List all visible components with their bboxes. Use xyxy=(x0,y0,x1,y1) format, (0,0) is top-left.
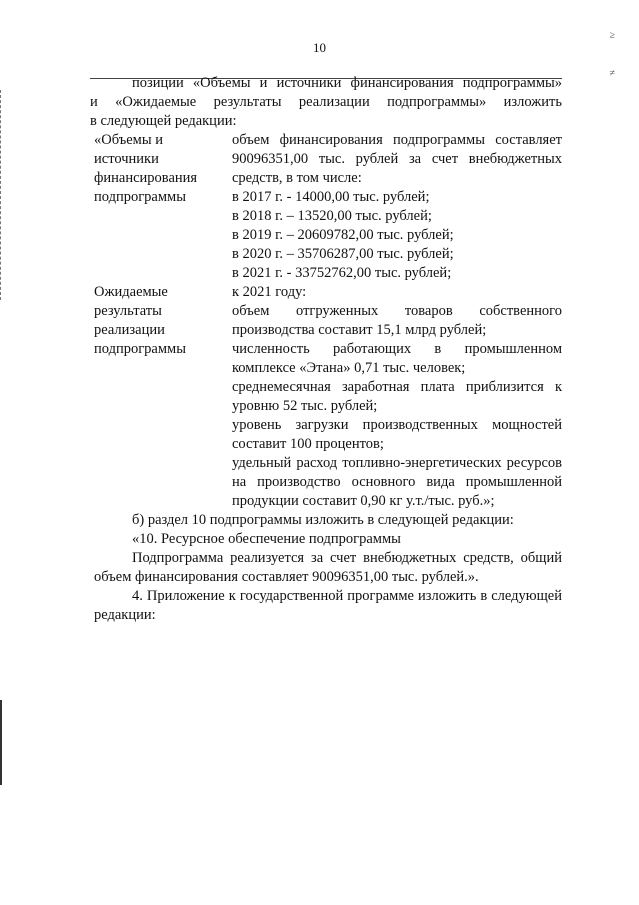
document-body xyxy=(90,74,562,625)
resource-text: Подпрограмма реализуется за счет внебюджетных средств, общий объем финансирования составляет 90096351,00 тыс. рублей.». xyxy=(94,550,562,585)
results-label-line: Ожидаемые xyxy=(94,284,168,300)
results-label-line: подпрограммы xyxy=(94,341,186,357)
finance-text: объем финансирования подпрограммы составляет 90096351,00 тыс. рублей за счет внебюджетных средств, в том числе: xyxy=(232,132,562,186)
results-label xyxy=(94,283,232,511)
scan-edge-bar xyxy=(0,700,2,785)
section-title: «10. Ресурсное обеспечение подпрограммы xyxy=(132,531,401,547)
finance-label-line: подпрограммы xyxy=(94,189,186,205)
margin-mark-top: ≥ xyxy=(609,30,615,41)
year-item: в 2017 г. - 14000,00 тыс. рублей; xyxy=(232,189,430,205)
intro-line-1: позиции «Объемы и источники финансирования подпрограммы» xyxy=(132,75,562,91)
finance-label-line: финансирования xyxy=(94,170,198,186)
results-label-line: реализации xyxy=(94,322,165,338)
subprogram-table xyxy=(94,131,562,511)
result-item: объем отгруженных товаров собственного производства составит 15,1 млрд рублей; xyxy=(232,303,562,338)
result-item: среднемесячная заработная плата приблизится к уровню 52 тыс. рублей; xyxy=(232,379,562,414)
intro-line-3: в следующей редакции: xyxy=(90,113,237,129)
finance-label xyxy=(94,131,232,283)
results-label-line: результаты xyxy=(94,303,162,319)
result-item: удельный расход топливно-энергетических ресурсов на производство основного вида промышленной продукции составит 0,90 кг у.т./тыс. руб.»; xyxy=(232,455,562,509)
result-item: численность работающих в промышленном комплексе «Этана» 0,71 тыс. человек; xyxy=(232,341,562,376)
year-item: в 2021 г. - 33752762,00 тыс. рублей; xyxy=(232,265,452,281)
results-intro: к 2021 году: xyxy=(232,284,307,300)
finance-label-line: «Объемы и xyxy=(94,132,163,148)
finance-label-line: источники xyxy=(94,151,159,167)
year-item: в 2018 г. – 13520,00 тыс. рублей; xyxy=(232,208,432,224)
finance-value xyxy=(232,131,562,283)
page-number: 10 xyxy=(313,40,326,55)
item-b: б) раздел 10 подпрограммы изложить в следующей редакции: xyxy=(132,512,514,528)
intro-line-2: и «Ожидаемые результаты реализации подпрограммы» изложить xyxy=(90,94,562,110)
result-item: уровень загрузки производственных мощностей составит 100 процентов; xyxy=(232,417,562,452)
item-4: 4. Приложение к государственной программе изложить в следующей редакции: xyxy=(94,588,562,623)
year-item: в 2020 г. – 35706287,00 тыс. рублей; xyxy=(232,246,454,262)
margin-mark-second: ≠ xyxy=(609,68,615,79)
results-value xyxy=(232,283,562,511)
scan-edge-marks xyxy=(0,90,3,300)
year-item: в 2019 г. – 20609782,00 тыс. рублей; xyxy=(232,227,454,243)
